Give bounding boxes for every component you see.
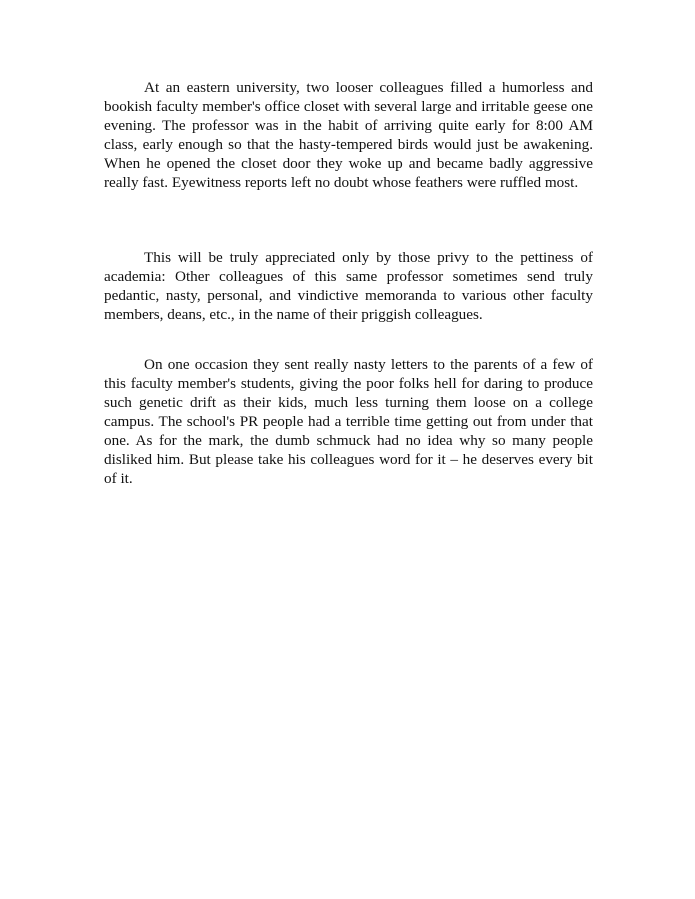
paragraph-letters-to-parents: On one occasion they sent really nasty letters to the parents of a few of this faculty member's students, giving the poor folks hell for daring to produce such genetic drift as their kids, much less turning them loose on a college campus. The school's PR people had a terrible time getting out from under that one. As for the mark, the dumb schmuck had no idea why so many people disliked him. But please take his colleagues word for it – he deserves every bit of it. bbox=[104, 356, 593, 487]
paragraph-geese-prank: At an eastern university, two looser colleagues filled a humorless and bookish faculty member's office closet with several large and irritable geese one evening. The professor was in the habit of arriving quite early for 8:00 AM class, early enough so that the hasty-tempered birds would just be awakening. When he opened the closet door they woke up and became badly aggressive really fast. Eyewitness reports left no doubt whose feathers were ruffled most. bbox=[104, 79, 593, 191]
paragraph-memoranda: This will be truly appreciated only by those privy to the pettiness of academia: Other colleagues of this same professor sometimes send truly pedantic, nasty, personal, and vindictive memoranda to various other faculty members, deans, etc., in the name of their priggish colleagues. bbox=[104, 249, 593, 323]
